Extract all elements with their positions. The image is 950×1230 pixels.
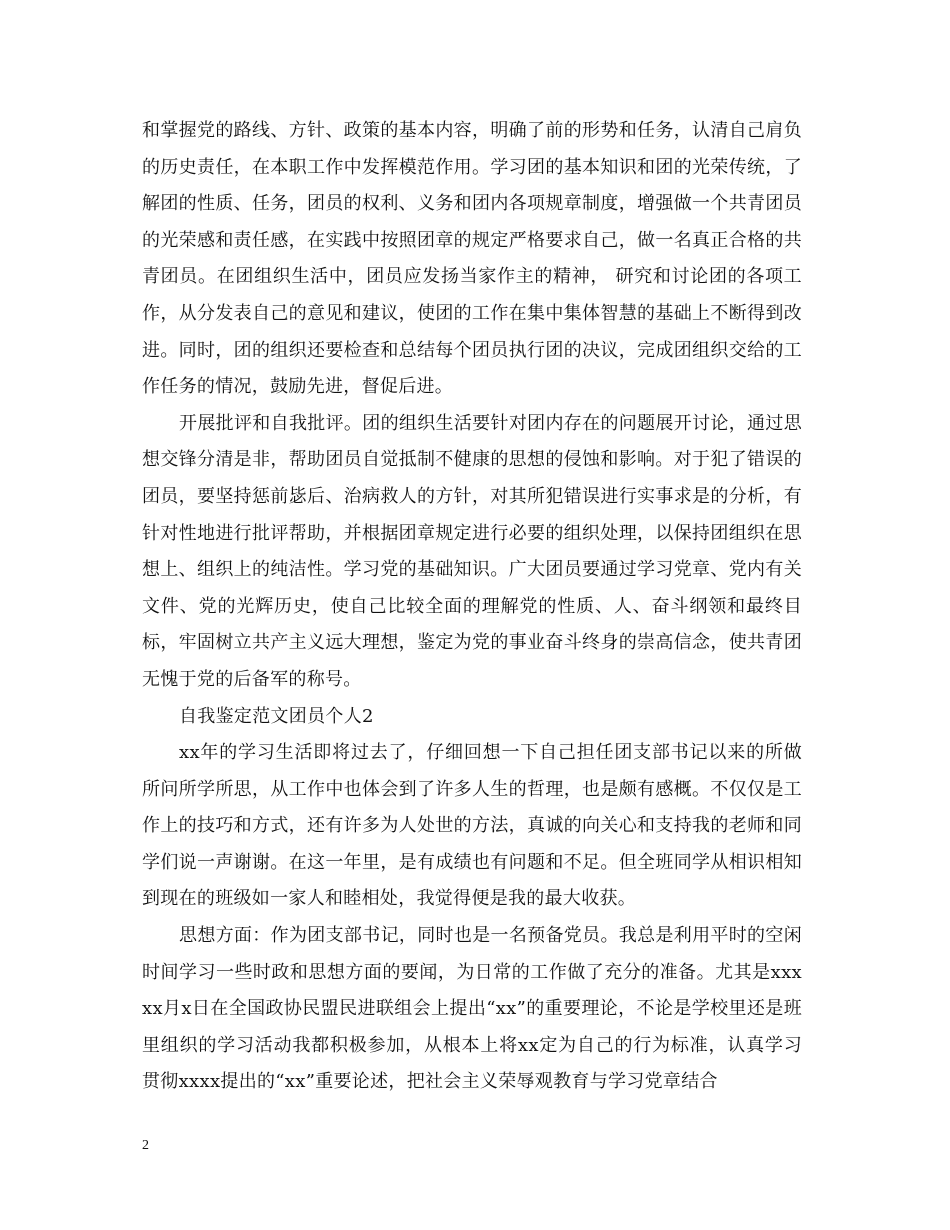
document-body <box>142 113 802 1101</box>
paragraph-2: 开展批评和自我批评。团的组织生活要针对团内存在的问题展开讨论，通过思想交锋分清是非，帮助团员自觉抵制不健康的思想的侵蚀和影响。对于犯了错误的团员，要坚持惩前毖后、治病救人的方针，对其所犯错误进行实事求是的分析，有针对性地进行批评帮助，并根据团章规定进行必要的组织处理，以保持团组织在思想上、组织上的纯洁性。学习党的基础知识。广大团员要通过学习党章、党内有关文件、党的光辉历史，使自己比较全面的理解党的性质、人、奋斗纲领和最终目标，牢固树立共产主义远大理想，鉴定为党的事业奋斗终身的崇高信念，使共青团无愧于党的后备军的称号。 <box>142 412 802 690</box>
section-heading: 自我鉴定范文团员个人2 <box>179 705 374 727</box>
paragraph-4: 思想方面：作为团支部书记，同时也是一名预备党员。我总是利用平时的空闲时间学习一些时政和思想方面的要闻，为日常的工作做了充分的准备。尤其是xxxxx月x日在全国政协民盟民进联组会上提出“xx”的重要理论，不论是学校里还是班里组织的学习活动我都积极参加，从根本上将xx定为自己的行为标准，认真学习贯彻xxxx提出的“xx”重要论述，把社会主义荣辱观教育与学习党章结合 <box>142 925 802 1093</box>
page-number: 2 <box>142 1138 149 1153</box>
paragraph-3: xx年的学习生活即将过去了，仔细回想一下自己担任团支部书记以来的所做所问所学所思，从工作中也体会到了许多人生的哲理，也是颇有感概。不仅仅是工作上的技巧和方式，还有许多为人处世的方法，真诚的向关心和支持我的老师和同学们说一声谢谢。在这一年里，是有成绩也有问题和不足。但全班同学从相识相知到现在的班级如一家人和睦相处，我觉得便是我的最大收获。 <box>142 742 802 910</box>
paragraph-1: 和掌握党的路线、方针、政策的基本内容，明确了前的形势和任务，认清自己肩负的历史责任，在本职工作中发挥模范作用。学习团的基本知识和团的光荣传统，了解团的性质、任务，团员的权利、义务和团内各项规章制度，增强做一个共青团员的光荣感和责任感，在实践中按照团章的规定严格要求自己，做一名真正合格的共青团员。在团组织生活中，团员应发扬当家作主的精神， 研究和讨论团的各项工作，从分发表自己的意见和建议，使团的工作在集中集体智慧的基础上不断得到改进。同时，团的组织还要检查和总结每个团员执行团的决议，完成团组织交给的工作任务的情况，鼓励先进，督促后进。 <box>142 120 802 398</box>
